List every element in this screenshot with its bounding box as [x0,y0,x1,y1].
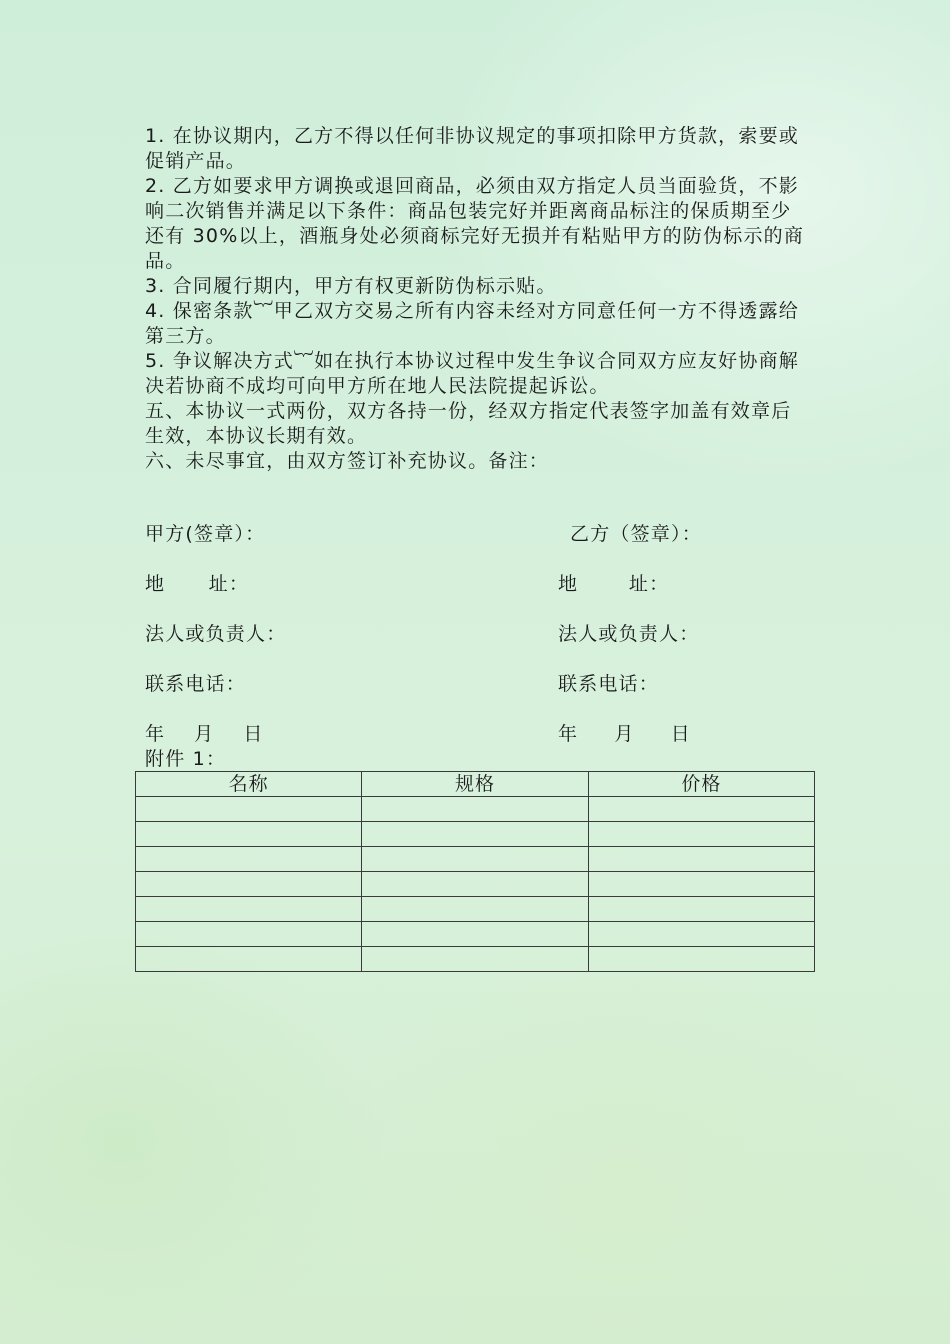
clause-2: 2. 乙方如要求甲方调换或退回商品，必须由双方指定人员当面验货，不影响二次销售并满足以下条件：商品包装完好并距离商品标注的保质期至少还有 30%以上，酒瓶身处必须商标完好无损并有粘贴甲方的防伪标示的商品。 [145,175,805,272]
clause-5: 5. 争议解决方式︸如在执行本协议过程中发生争议合同双方应友好协商解决若协商不成均可向甲方所在地人民法院提起诉讼。 [145,350,799,397]
table-row [136,872,815,897]
table-row [136,922,815,947]
table-cell [362,897,588,922]
table-header-row [136,772,815,797]
party-b-address-label: 地 址： [558,573,670,595]
table-cell [362,872,588,897]
column-header-spec: 规格 [362,772,588,797]
clause-1: 1. 在协议期内，乙方不得以任何非协议规定的事项扣除甲方货款，索要或促销产品。 [145,125,799,172]
table-row [136,947,815,972]
table-cell [588,897,814,922]
attachment-label: 附件 1： [145,748,227,770]
clause-copies: 五、本协议一式两份，双方各持一份，经双方指定代表签字加盖有效章后生效，本协议长期有效。 [145,400,792,447]
table-cell [588,847,814,872]
clause-3: 3. 合同履行期内，甲方有权更新防伪标示贴。 [145,275,557,297]
column-header-price: 价格 [588,772,814,797]
table-cell [588,797,814,822]
party-a-date-label: 年 月 日 [145,723,264,745]
table-cell [588,947,814,972]
attachment-table [135,771,815,972]
party-b-phone-label: 联系电话： [558,673,660,695]
party-b-legal-rep-label: 法人或负责人： [558,623,700,645]
party-b-date-label: 年 月 日 [558,723,691,745]
party-a-address-label: 地 址： [145,573,250,595]
clause-4: 4. 保密条款︸甲乙双方交易之所有内容未经对方同意任何一方不得透露给第三方。 [145,300,799,347]
table-cell [136,897,362,922]
party-a-legal-rep-label: 法人或负责人： [145,623,287,645]
table-cell [136,947,362,972]
table-cell [362,922,588,947]
clause-supplement: 六、未尽事宜，由双方签订补充协议。备注： [145,450,550,472]
table-cell [136,822,362,847]
table-cell [362,797,588,822]
table-cell [362,847,588,872]
table-cell [588,872,814,897]
table-cell [136,847,362,872]
table-cell [588,922,814,947]
table-cell [588,822,814,847]
party-a-phone-label: 联系电话： [145,673,247,695]
table-cell [136,797,362,822]
table-row [136,822,815,847]
table-cell [136,922,362,947]
agreement-clauses [145,124,805,474]
table-row [136,847,815,872]
table-cell [362,822,588,847]
table-row [136,797,815,822]
table-row [136,897,815,922]
party-a-seal-label: 甲方(签章）： [145,523,266,545]
table-cell [136,872,362,897]
party-b-seal-label: 乙方（签章）： [570,523,702,545]
table-cell [362,947,588,972]
column-header-name: 名称 [136,772,362,797]
